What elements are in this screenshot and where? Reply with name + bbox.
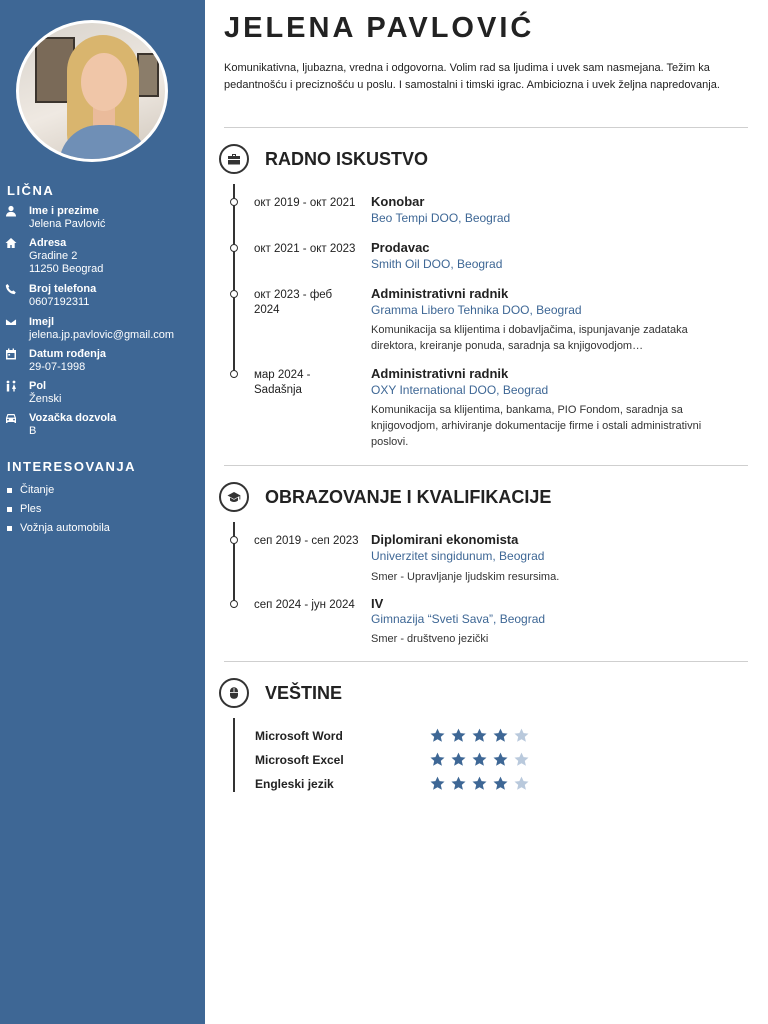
skill-name: Microsoft Excel — [255, 753, 344, 767]
info-value: Jelena Pavlović — [29, 218, 106, 230]
info-license — [5, 412, 200, 438]
star-filled-icon — [430, 728, 445, 743]
bullet-icon — [7, 507, 12, 512]
calendar-icon — [5, 348, 29, 362]
timeline-line — [233, 184, 235, 378]
mail-icon — [5, 316, 29, 330]
car-icon — [5, 412, 29, 426]
info-label: Datum rođenja — [29, 348, 107, 360]
entry-date: окт 2023 - феб 2024 — [254, 289, 333, 316]
info-address — [5, 237, 200, 276]
entry-date: окт 2019 - окт 2021 — [254, 197, 356, 209]
bullet-icon — [7, 488, 12, 493]
star-filled-icon — [430, 752, 445, 767]
skill-name: Engleski jezik — [255, 777, 334, 791]
star-empty-icon — [514, 752, 529, 767]
timeline-dot — [230, 600, 238, 608]
interest-item: Vožnja automobila — [7, 522, 110, 534]
entry-org: Gimnazija “Sveti Sava”, Beograd — [371, 612, 546, 626]
star-filled-icon — [451, 776, 466, 791]
education-header — [219, 482, 551, 512]
entry-description: Smer - Upravljanje ljudskim resursima. — [371, 571, 560, 583]
info-name — [5, 205, 200, 231]
entry-date: сеп 2019 - сеп 2023 — [254, 535, 359, 547]
section-title: RADNO ISKUSTVO — [265, 148, 429, 169]
info-value: Ženski — [29, 393, 62, 405]
star-filled-icon — [493, 752, 508, 767]
info-value: 29-07-1998 — [29, 361, 86, 373]
briefcase-icon — [219, 144, 249, 174]
bullet-icon — [7, 526, 12, 531]
info-phone — [5, 283, 200, 309]
entry-description: Smer - društveno jezički — [371, 633, 489, 645]
info-label: Vozačka dozvola — [29, 412, 117, 424]
timeline-dot — [230, 536, 238, 544]
entry-date: мар 2024 - Sadašnja — [254, 369, 311, 396]
entry-description: Komunikacija sa klijentima i dobavljačima, ispunjavanje zadataka direktora, kreiranje ponuda, saradnja sa knjigovodjom… — [371, 324, 688, 352]
entry-org: Gramma Libero Tehnika DOO, Beograd — [371, 303, 582, 317]
skill-name: Microsoft Word — [255, 729, 343, 743]
entry-title: Administrativni radnik — [371, 286, 509, 301]
timeline-dot — [230, 370, 238, 378]
info-email — [5, 316, 200, 342]
star-filled-icon — [430, 776, 445, 791]
entry-org: OXY International DOO, Beograd — [371, 383, 549, 397]
graduation-cap-icon — [219, 482, 249, 512]
mouse-icon — [219, 678, 249, 708]
entry-title: Administrativni radnik — [371, 366, 509, 381]
summary-text: Komunikativna, ljubazna, vredna i odgovorna. Volim rad sa ljudima i uvek sam nasmejana. Težim ka pedantnošću i preciznošću u poslu. I samostalni i timski igrac. Ambiciozna i uvek željna napredovanja. — [224, 62, 720, 91]
info-label: Ime i prezime — [29, 205, 99, 217]
info-value: jelena.jp.pavlovic@gmail.com — [29, 329, 175, 341]
info-value: B — [29, 425, 37, 437]
info-birthdate — [5, 348, 200, 374]
entry-org: Smith Oil DOO, Beograd — [371, 257, 503, 271]
star-filled-icon — [472, 776, 487, 791]
info-label: Adresa — [29, 237, 67, 249]
entry-title: Konobar — [371, 194, 425, 209]
star-filled-icon — [472, 752, 487, 767]
star-filled-icon — [451, 752, 466, 767]
divider — [224, 661, 748, 662]
star-empty-icon — [514, 776, 529, 791]
divider — [224, 465, 748, 466]
phone-icon — [5, 283, 29, 297]
entry-title: Diplomirani ekonomista — [371, 532, 519, 547]
entry-org: Univerzitet singidunum, Beograd — [371, 549, 545, 563]
entry-title: IV — [371, 596, 384, 611]
star-empty-icon — [514, 728, 529, 743]
experience-header — [219, 144, 428, 174]
interest-item: Ples — [7, 503, 41, 515]
info-gender — [5, 380, 200, 406]
gender-icon — [5, 380, 29, 394]
star-filled-icon — [451, 728, 466, 743]
skills-header — [219, 678, 342, 708]
personal-heading: LIČNA — [7, 183, 55, 198]
skill-rating — [430, 776, 529, 791]
info-label: Broj telefona — [29, 283, 97, 295]
info-label: Pol — [29, 380, 47, 392]
profile-photo — [16, 20, 168, 162]
skill-rating — [430, 728, 529, 743]
section-title: VEŠTINE — [265, 682, 343, 703]
home-icon — [5, 237, 29, 251]
person-icon — [5, 205, 29, 219]
sidebar — [0, 0, 205, 1024]
timeline-line — [233, 522, 235, 608]
timeline-line — [233, 718, 235, 792]
info-value: Gradine 2 11250 Beograd — [29, 250, 104, 275]
star-filled-icon — [493, 728, 508, 743]
interests-heading: INTERESOVANJA — [7, 459, 137, 474]
section-title: OBRAZOVANJE I KVALIFIKACIJE — [265, 486, 552, 507]
info-label: Imejl — [29, 316, 55, 328]
entry-title: Prodavac — [371, 240, 430, 255]
timeline-dot — [230, 290, 238, 298]
star-filled-icon — [472, 728, 487, 743]
info-value: 0607192311 — [29, 296, 90, 308]
entry-org: Beo Tempi DOO, Beograd — [371, 211, 511, 225]
entry-date: сеп 2024 - јун 2024 — [254, 599, 355, 611]
skill-rating — [430, 752, 529, 767]
full-name: JELENA PAVLOVIĆ — [224, 12, 535, 44]
interest-item: Čitanje — [7, 484, 54, 496]
divider — [224, 127, 748, 128]
entry-description: Komunikacija sa klijentima, bankama, PIO Fondom, saradnja sa knjigovodjom, arhiviranje dokumentacije firme i ostali administrativni poslovi. — [371, 404, 702, 448]
timeline-dot — [230, 198, 238, 206]
star-filled-icon — [493, 776, 508, 791]
timeline-dot — [230, 244, 238, 252]
entry-date: окт 2021 - окт 2023 — [254, 243, 356, 255]
